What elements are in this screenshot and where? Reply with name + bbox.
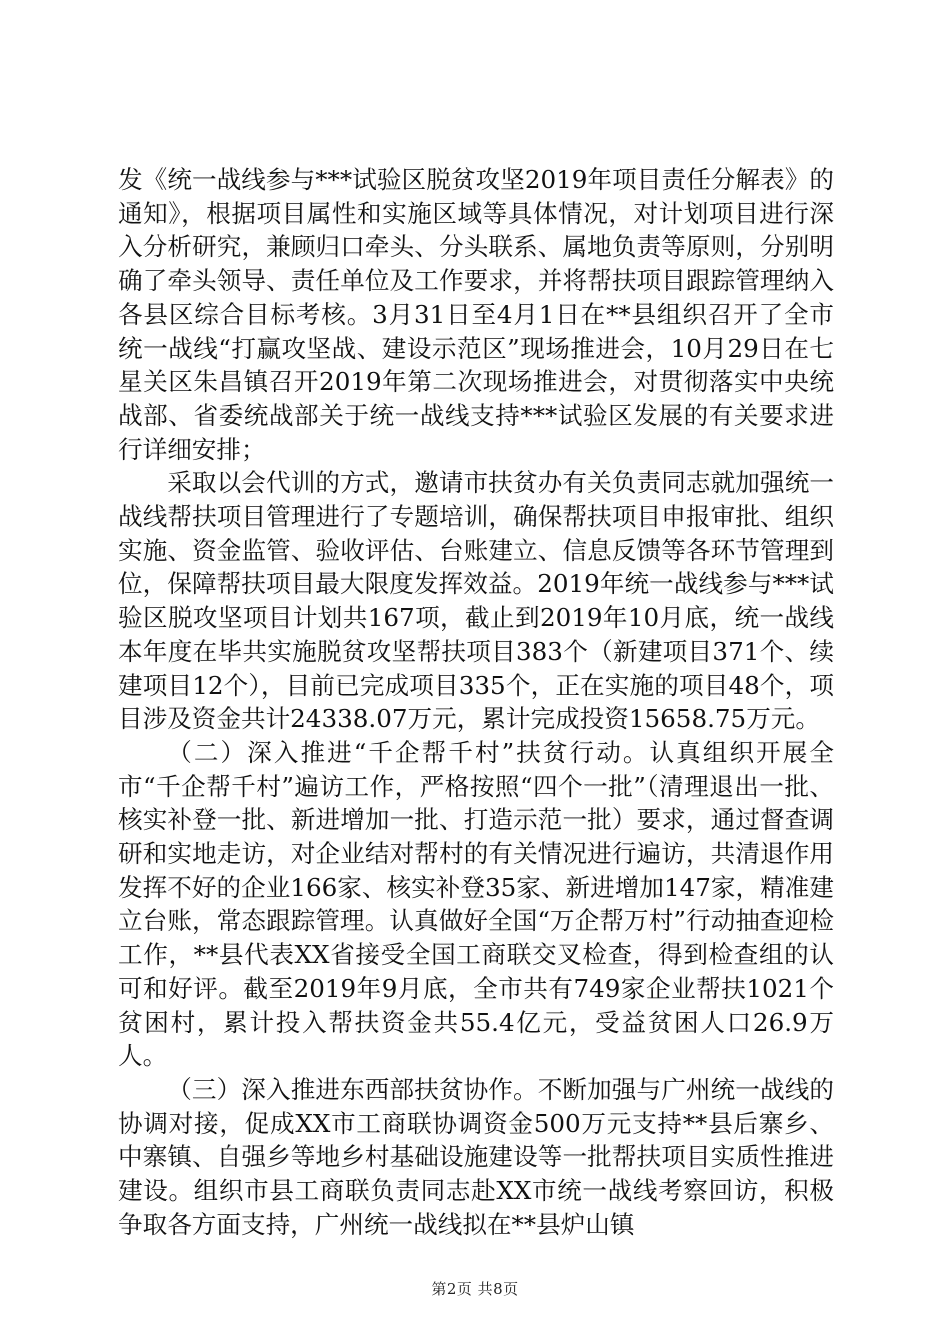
paragraph: 采取以会代训的方式，邀请市扶贫办有关负责同志就加强统一战线帮扶项目管理进行了专题培训，确保帮扶项目申报审批、组织实施、资金监管、验收评估、台账建立、信息反馈等各环节管理到位，保障帮扶项目最大限度发挥效益。2019年统一战线参与***试验区脱攻坚项目计划共167项，截止到2019年10月底，统一战线本年度在毕共实施脱贫攻坚帮扶项目383个（新建项目371个、续建项目12个），目前已完成项目335个，正在实施的项目48个，项目涉及资金共计24338.07万元，累计完成投资15658.75万元。: [118, 468, 834, 734]
page-footer: 第2页 共8页: [431, 1280, 519, 1298]
paragraph: （三）深入推进东西部扶贫协作。不断加强与广州统一战线的协调对接，促成XX市工商联协调资金500万元支持**县后寨乡、中寨镇、自强乡等地乡村基础设施建设等一批帮扶项目实质性推进建设。组织市县工商联负责同志赴XX市统一战线考察回访，积极争取各方面支持，广州统一战线拟在**县炉山镇: [118, 1074, 834, 1239]
paragraph: （二）深入推进“千企帮千村”扶贫行动。认真组织开展全市“千企帮千村”遍访工作，严格按照“四个一批”（清理退出一批、核实补登一批、新进增加一批、打造示范一批）要求，通过督查调研和实地走访，对企业结对帮村的有关情况进行遍访，共清退作用发挥不好的企业166家、核实补登35家、新进增加147家，精准建立台账，常态跟踪管理。认真做好全国“万企帮万村”行动抽查迎检工作，**县代表XX省接受全国工商联交叉检查，得到检查组的认可和好评。截至2019年9月底，全市共有749家企业帮扶1021个贫困村，累计投入帮扶资金共55.4亿元，受益贫困人口26.9万人。: [118, 737, 834, 1071]
paragraph: 发《统一战线参与***试验区脱贫攻坚2019年项目责任分解表》的通知》，根据项目属性和实施区域等具体情况，对计划项目进行深入分析研究，兼顾归口牵头、分头联系、属地负责等原则，分别明确了牵头领导、责任单位及工作要求，并将帮扶项目跟踪管理纳入各县区综合目标考核。3月31日至4月1日在**县组织召开了全市统一战线“打赢攻坚战、建设示范区”现场推进会，10月29日在七星关区朱昌镇召开2019年第二次现场推进会，对贯彻落实中央统战部、省委统战部关于统一战线支持***试验区发展的有关要求进行详细安排；: [118, 165, 834, 464]
document-body: [118, 163, 834, 1242]
